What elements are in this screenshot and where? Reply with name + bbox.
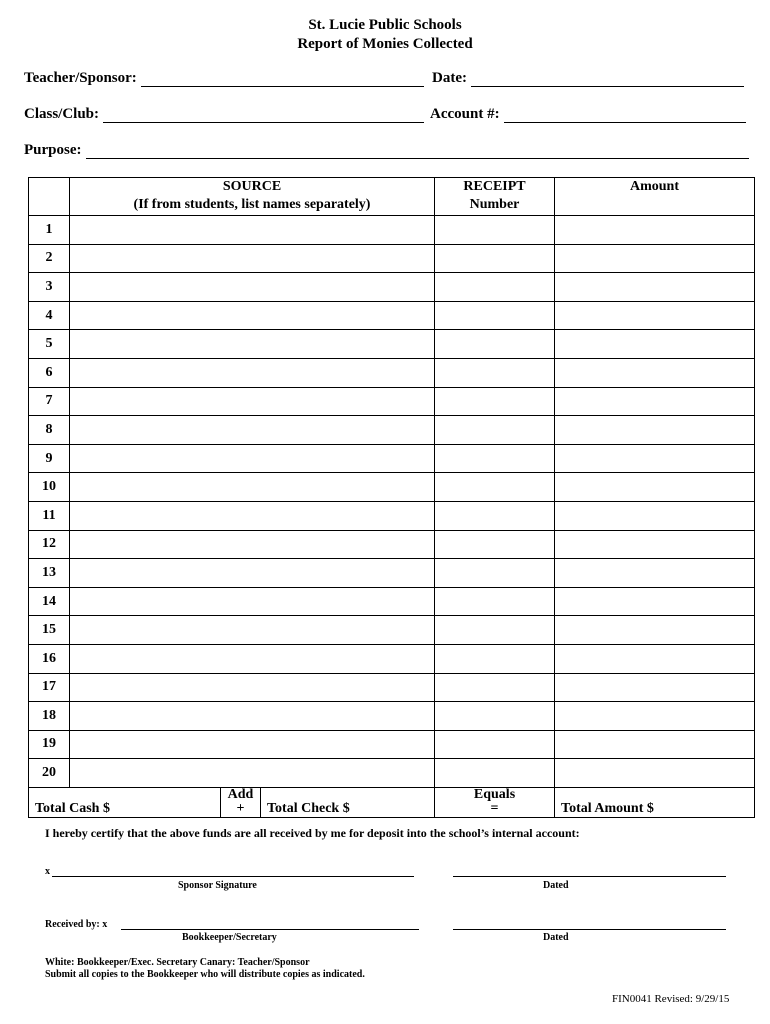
source-header-subtext: (If from students, list names separately) xyxy=(133,197,371,212)
equals-cell xyxy=(435,787,555,817)
source-cell[interactable] xyxy=(70,587,435,616)
table-row xyxy=(29,416,755,445)
teacher-sponsor-field xyxy=(24,70,424,87)
copies-distribution: White: Bookkeeper/Exec. Secretary Canary: Teacher/Sponsor xyxy=(45,957,310,968)
receipt-cell[interactable] xyxy=(435,673,555,702)
date-field xyxy=(432,70,744,87)
class-club-input[interactable] xyxy=(103,108,424,123)
date-label: Date: xyxy=(432,70,467,86)
table-row xyxy=(29,673,755,702)
amount-cell[interactable] xyxy=(555,273,755,302)
table-row xyxy=(29,301,755,330)
source-cell[interactable] xyxy=(70,530,435,559)
amount-cell[interactable] xyxy=(555,759,755,788)
sponsor-signature-line[interactable] xyxy=(52,876,414,877)
row-number: 2 xyxy=(29,244,70,273)
row-number: 16 xyxy=(29,644,70,673)
table-row xyxy=(29,616,755,645)
total-check-cell[interactable] xyxy=(261,787,435,817)
receipt-cell[interactable] xyxy=(435,216,555,245)
receipt-cell[interactable] xyxy=(435,730,555,759)
date-input[interactable] xyxy=(471,72,744,87)
receipt-cell[interactable] xyxy=(435,501,555,530)
receipt-cell[interactable] xyxy=(435,530,555,559)
row-number: 19 xyxy=(29,730,70,759)
amount-cell[interactable] xyxy=(555,216,755,245)
table-row xyxy=(29,330,755,359)
source-cell[interactable] xyxy=(70,358,435,387)
bookkeeper-signature-line[interactable] xyxy=(121,929,419,930)
purpose-field xyxy=(24,142,749,159)
table-row xyxy=(29,273,755,302)
row-number: 13 xyxy=(29,559,70,588)
source-header-text: SOURCE xyxy=(222,179,282,194)
table-row xyxy=(29,759,755,788)
total-amount-cell[interactable] xyxy=(555,787,755,817)
source-cell[interactable] xyxy=(70,444,435,473)
class-club-label: Class/Club: xyxy=(24,106,100,122)
amount-cell[interactable] xyxy=(555,244,755,273)
source-cell[interactable] xyxy=(70,616,435,645)
receipt-cell[interactable] xyxy=(435,330,555,359)
receipt-cell[interactable] xyxy=(435,358,555,387)
purpose-input[interactable] xyxy=(86,144,750,159)
source-cell[interactable] xyxy=(70,501,435,530)
form-id: FIN0041 Revised: 9/29/15 xyxy=(612,993,730,1005)
row-number: 3 xyxy=(29,273,70,302)
class-club-field xyxy=(24,106,424,123)
table-row xyxy=(29,702,755,731)
form-subtitle: Report of Monies Collected xyxy=(297,36,473,52)
source-cell[interactable] xyxy=(70,759,435,788)
totals-row xyxy=(29,787,755,817)
table-row xyxy=(29,530,755,559)
amount-cell[interactable] xyxy=(555,301,755,330)
row-number: 11 xyxy=(29,501,70,530)
total-amount-label: Total Amount $ xyxy=(561,800,654,816)
form-title: St. Lucie Public Schools xyxy=(308,17,462,33)
submit-instructions: Submit all copies to the Bookkeeper who will distribute copies as indicated. xyxy=(45,969,365,980)
total-check-label: Total Check $ xyxy=(267,800,350,816)
amount-cell[interactable] xyxy=(555,416,755,445)
receipt-cell[interactable] xyxy=(435,301,555,330)
table-row xyxy=(29,444,755,473)
source-cell[interactable] xyxy=(70,330,435,359)
table-row xyxy=(29,387,755,416)
bookkeeper-caption: Bookkeeper/Secretary xyxy=(182,932,277,943)
source-cell[interactable] xyxy=(70,273,435,302)
add-label: Add xyxy=(227,787,254,803)
account-input[interactable] xyxy=(504,108,746,123)
table-row xyxy=(29,473,755,502)
amount-cell[interactable] xyxy=(555,444,755,473)
amount-cell[interactable] xyxy=(555,530,755,559)
teacher-sponsor-input[interactable] xyxy=(141,72,424,87)
table-row xyxy=(29,244,755,273)
receipt-cell[interactable] xyxy=(435,444,555,473)
receipt-cell[interactable] xyxy=(435,273,555,302)
amount-cell[interactable] xyxy=(555,358,755,387)
receipt-cell[interactable] xyxy=(435,416,555,445)
source-cell[interactable] xyxy=(70,244,435,273)
table-row xyxy=(29,559,755,588)
row-number: 7 xyxy=(29,387,70,416)
monies-table xyxy=(28,177,755,818)
amount-header-text: Amount xyxy=(630,179,680,194)
source-cell[interactable] xyxy=(70,730,435,759)
receipt-header-text: RECEIPT xyxy=(463,179,526,194)
row-number: 14 xyxy=(29,587,70,616)
amount-cell[interactable] xyxy=(555,587,755,616)
source-column-header xyxy=(70,178,435,216)
receipt-cell[interactable] xyxy=(435,587,555,616)
row-number: 18 xyxy=(29,702,70,731)
add-symbol: + xyxy=(236,801,245,817)
receipt-cell[interactable] xyxy=(435,244,555,273)
amount-cell[interactable] xyxy=(555,616,755,645)
row-number: 10 xyxy=(29,473,70,502)
teacher-sponsor-label: Teacher/Sponsor: xyxy=(24,70,137,86)
source-cell[interactable] xyxy=(70,473,435,502)
bookkeeper-dated-caption: Dated xyxy=(543,932,569,943)
amount-cell[interactable] xyxy=(555,473,755,502)
row-number: 12 xyxy=(29,530,70,559)
source-cell[interactable] xyxy=(70,673,435,702)
receipt-cell[interactable] xyxy=(435,759,555,788)
receipt-cell[interactable] xyxy=(435,644,555,673)
amount-column-header xyxy=(555,178,755,216)
sponsor-x-mark: x xyxy=(45,866,50,877)
source-cell[interactable] xyxy=(70,387,435,416)
receipt-cell[interactable] xyxy=(435,473,555,502)
amount-cell[interactable] xyxy=(555,330,755,359)
sponsor-date-line[interactable] xyxy=(453,876,726,877)
source-cell[interactable] xyxy=(70,416,435,445)
received-by-label: Received by: x xyxy=(45,919,108,930)
amount-cell[interactable] xyxy=(555,702,755,731)
row-number: 8 xyxy=(29,416,70,445)
total-cash-label: Total Cash $ xyxy=(35,800,110,816)
source-cell[interactable] xyxy=(70,216,435,245)
row-number: 15 xyxy=(29,616,70,645)
table-row xyxy=(29,644,755,673)
header-blank-cell xyxy=(29,178,70,216)
source-cell[interactable] xyxy=(70,644,435,673)
receipt-cell[interactable] xyxy=(435,702,555,731)
amount-cell[interactable] xyxy=(555,559,755,588)
table-row xyxy=(29,730,755,759)
sponsor-dated-caption: Dated xyxy=(543,880,569,891)
row-number: 9 xyxy=(29,444,70,473)
sponsor-signature-caption: Sponsor Signature xyxy=(178,880,257,891)
row-number: 17 xyxy=(29,673,70,702)
receipt-cell[interactable] xyxy=(435,559,555,588)
source-cell[interactable] xyxy=(70,559,435,588)
receipt-cell[interactable] xyxy=(435,387,555,416)
amount-cell[interactable] xyxy=(555,730,755,759)
row-number: 20 xyxy=(29,759,70,788)
amount-cell[interactable] xyxy=(555,673,755,702)
add-cell xyxy=(221,787,261,817)
row-number: 6 xyxy=(29,358,70,387)
source-cell[interactable] xyxy=(70,301,435,330)
account-field xyxy=(430,106,746,123)
amount-cell[interactable] xyxy=(555,644,755,673)
row-number: 5 xyxy=(29,330,70,359)
source-cell[interactable] xyxy=(70,702,435,731)
table-row xyxy=(29,587,755,616)
amount-cell[interactable] xyxy=(555,387,755,416)
table-row xyxy=(29,358,755,387)
table-header-row xyxy=(29,178,755,216)
bookkeeper-date-line[interactable] xyxy=(453,929,726,930)
purpose-label: Purpose: xyxy=(24,142,82,158)
certify-statement: I hereby certify that the above funds are all received by me for deposit into the school’s internal account: xyxy=(45,826,580,840)
total-cash-cell[interactable] xyxy=(29,787,221,817)
receipt-cell[interactable] xyxy=(435,616,555,645)
table-row xyxy=(29,216,755,245)
row-number: 4 xyxy=(29,301,70,330)
equals-label: Equals xyxy=(473,787,516,803)
receipt-header-subtext: Number xyxy=(469,197,520,212)
equals-symbol: = xyxy=(490,801,499,817)
account-label: Account #: xyxy=(430,106,500,122)
receipt-column-header xyxy=(435,178,555,216)
table-row xyxy=(29,501,755,530)
row-number: 1 xyxy=(29,216,70,245)
amount-cell[interactable] xyxy=(555,501,755,530)
